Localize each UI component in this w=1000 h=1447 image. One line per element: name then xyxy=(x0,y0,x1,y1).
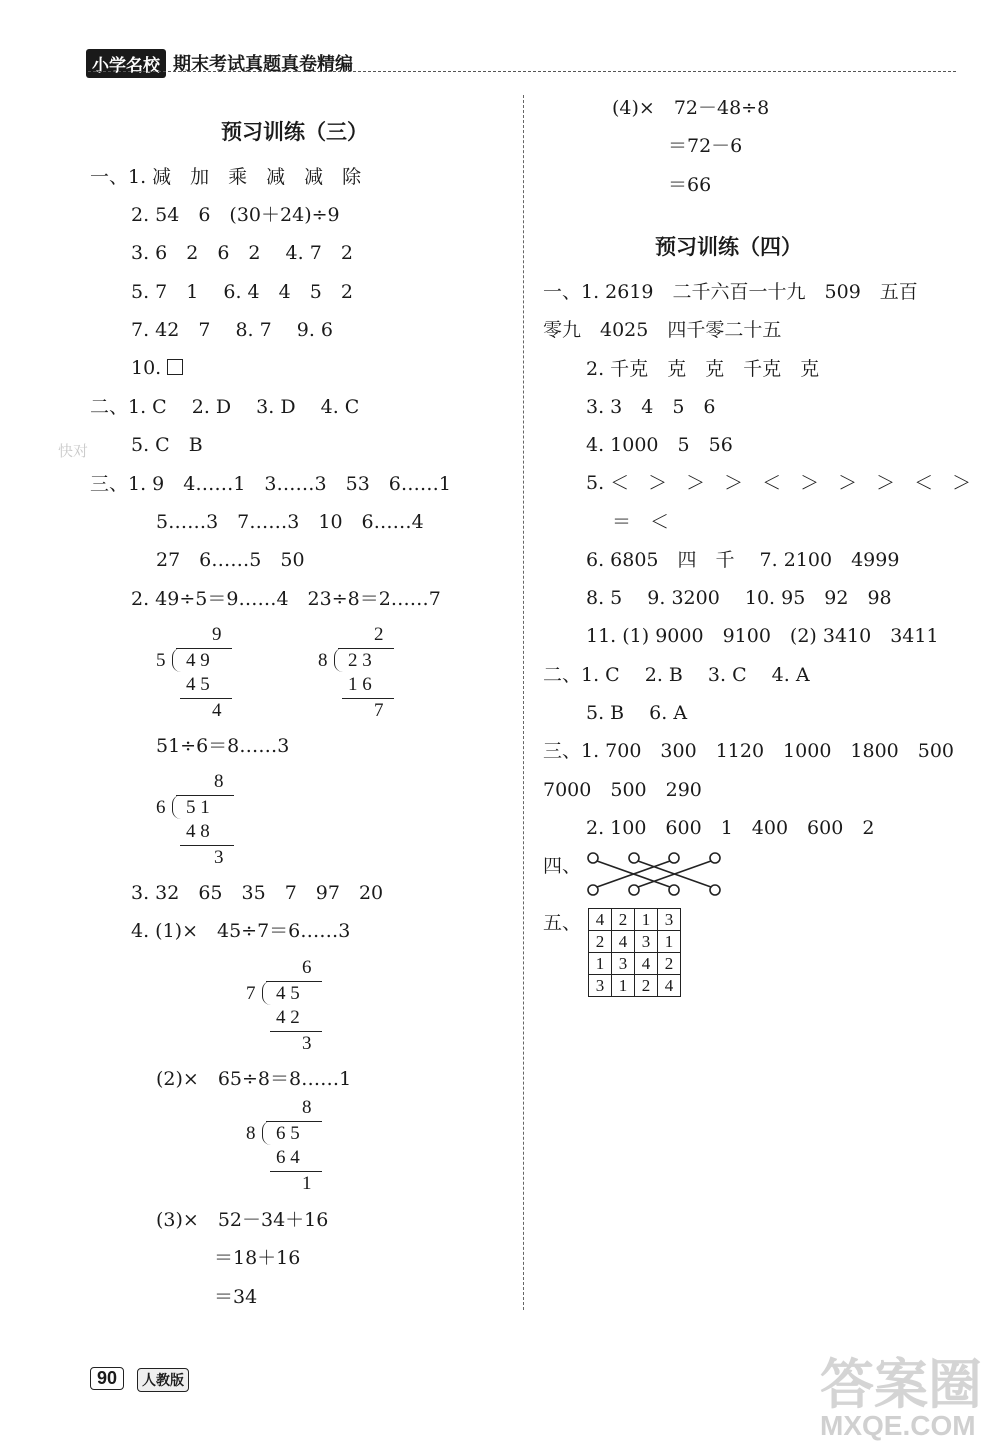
ld-remainder: 3 xyxy=(302,1033,312,1054)
right-line: 5. ＜ ＞ ＞ ＞ ＜ ＞ ＞ ＞ ＜ ＞ xyxy=(586,472,972,494)
left-line: 三、1. 9 4……1 3……3 53 6……1 xyxy=(90,473,451,495)
ld-top-bar xyxy=(176,795,234,796)
grid-cell: 3 xyxy=(635,931,658,953)
left-line: (2)× 65÷8＝8……1 xyxy=(156,1068,352,1090)
grid-cell: 3 xyxy=(612,953,635,975)
grid-cell: 1 xyxy=(612,975,635,997)
ld-divisor: 6 xyxy=(156,797,166,818)
ld-sub-bar xyxy=(342,698,394,699)
left-line: 27 6……5 50 xyxy=(156,549,305,571)
left-line: 4. (1)× 45÷7＝6……3 xyxy=(131,920,351,942)
right-line: 7000 500 290 xyxy=(543,779,702,801)
ld-sub-bar xyxy=(180,698,232,699)
left-line-label: 10. xyxy=(131,357,162,379)
right-line: 五、 xyxy=(543,912,582,934)
ld-product: 4 2 xyxy=(276,1007,300,1028)
grid-cell: 2 xyxy=(612,909,635,931)
right-line: 零九 4025 四千零二十五 xyxy=(543,319,782,341)
ld-remainder: 4 xyxy=(212,700,222,721)
ld-top-bar xyxy=(266,1121,322,1122)
right-line: (4)× 72－48÷8 xyxy=(612,97,770,119)
ld-quotient: 9 xyxy=(212,624,222,645)
left-line: 一、1. 减 加 乘 减 减 除 xyxy=(90,166,362,188)
ld-dividend: 4 9 xyxy=(186,650,210,671)
grid-cell: 4 xyxy=(658,975,681,997)
left-line: 二、1. C 2. D 3. D 4. C xyxy=(90,396,360,418)
ld-divisor: 8 xyxy=(318,650,328,671)
ld-product: 1 6 xyxy=(348,674,372,695)
ld-top-bar xyxy=(338,648,394,649)
grid-row xyxy=(589,953,681,975)
left-line: 2. 49÷5＝9……4 23÷8＝2……7 xyxy=(131,588,441,610)
match-dot-bottom-4 xyxy=(710,885,720,895)
match-dot-top-2 xyxy=(629,853,639,863)
right-line: ＝ ＜ xyxy=(612,511,670,533)
watermark-logo: 答案圈 xyxy=(820,1355,982,1415)
grid-row xyxy=(589,931,681,953)
ld-bracket xyxy=(172,648,181,672)
left-line: 51÷6＝8……3 xyxy=(156,735,290,757)
grid-cell: 2 xyxy=(658,953,681,975)
ld-sub-bar xyxy=(270,1031,322,1032)
match-dot-top-3 xyxy=(669,853,679,863)
ld-top-bar xyxy=(266,981,322,982)
ld-product: 4 8 xyxy=(186,821,210,842)
ld-remainder: 3 xyxy=(214,847,224,868)
match-dot-bottom-2 xyxy=(629,885,639,895)
ld-sub-bar xyxy=(180,845,234,846)
left-line: 2. 54 6 (30＋24)÷9 xyxy=(131,204,340,226)
ld-dividend: 2 3 xyxy=(348,650,372,671)
right-line: 11. (1) 9000 9100 (2) 3410 3411 xyxy=(586,625,939,647)
left-line: (3)× 52－34＋16 xyxy=(156,1209,329,1231)
header-rule xyxy=(88,71,956,72)
ld-remainder: 7 xyxy=(374,700,384,721)
ld-quotient: 8 xyxy=(302,1097,312,1118)
grid-cell: 3 xyxy=(658,909,681,931)
ld-dividend: 5 1 xyxy=(186,797,210,818)
right-line: ＝72－6 xyxy=(668,135,743,157)
left-line: 5. C B xyxy=(131,434,203,456)
left-section-title: 预习训练（三） xyxy=(221,120,368,144)
right-line: ＝66 xyxy=(668,174,712,196)
right-line: 二、1. C 2. B 3. C 4. A xyxy=(543,664,810,686)
matching-diagram xyxy=(585,848,725,898)
right-line: 一、1. 2619 二千六百一十九 509 五百 xyxy=(543,281,918,303)
left-line: 7. 42 7 8. 7 9. 6 xyxy=(131,319,334,341)
grid-cell: 2 xyxy=(635,975,658,997)
right-line: 2. 100 600 1 400 600 2 xyxy=(586,817,875,839)
right-line: 四、 xyxy=(543,855,582,877)
right-line: 2. 千克 克 克 千克 克 xyxy=(586,358,820,380)
ld-divisor: 7 xyxy=(246,983,256,1004)
left-line: 5……3 7……3 10 6……4 xyxy=(156,511,424,533)
left-line: 3. 32 65 35 7 97 20 xyxy=(131,882,384,904)
checkbox-square-icon xyxy=(167,359,183,375)
ld-bracket xyxy=(262,981,271,1005)
right-line: 3. 3 4 5 6 xyxy=(586,396,716,418)
ld-bracket xyxy=(334,648,343,672)
ld-quotient: 2 xyxy=(374,624,384,645)
grid-cell: 4 xyxy=(589,909,612,931)
grid-cell: 1 xyxy=(658,931,681,953)
ld-product: 6 4 xyxy=(276,1147,300,1168)
grid-row xyxy=(589,975,681,997)
watermark-url: MXQE.COM xyxy=(820,1410,976,1441)
grid-cell: 2 xyxy=(589,931,612,953)
ld-product: 4 5 xyxy=(186,674,210,695)
sudoku-grid xyxy=(588,908,681,997)
match-dot-bottom-3 xyxy=(669,885,679,895)
header-title: 期末考试真题真卷精编 xyxy=(173,54,353,75)
grid-cell: 4 xyxy=(635,953,658,975)
grid-row xyxy=(589,909,681,931)
ld-bracket xyxy=(172,795,181,819)
grid-cell: 1 xyxy=(589,953,612,975)
left-line: ＝18＋16 xyxy=(214,1247,301,1269)
right-line: 5. B 6. A xyxy=(586,702,688,724)
right-line: 8. 5 9. 3200 10. 95 92 98 xyxy=(586,587,892,609)
right-section-title: 预习训练（四） xyxy=(655,235,802,259)
ld-divisor: 5 xyxy=(156,650,166,671)
ld-quotient: 8 xyxy=(214,771,224,792)
left-line: 5. 7 1 6. 4 4 5 2 xyxy=(131,281,353,303)
grid-cell: 1 xyxy=(635,909,658,931)
left-line: 3. 6 2 6 2 4. 7 2 xyxy=(131,242,353,264)
match-dot-bottom-1 xyxy=(588,885,598,895)
right-line: 三、1. 700 300 1120 1000 1800 500 xyxy=(543,740,955,762)
ld-bracket xyxy=(262,1121,271,1145)
watermark-side: 快对 xyxy=(58,443,89,460)
right-line: 4. 1000 5 56 xyxy=(586,434,733,456)
grid-cell: 3 xyxy=(589,975,612,997)
column-divider xyxy=(523,95,524,1310)
match-dot-top-1 xyxy=(588,853,598,863)
right-line: 6. 6805 四 千 7. 2100 4999 xyxy=(586,549,900,571)
match-dot-top-4 xyxy=(710,853,720,863)
brand-badge: 小学名校 xyxy=(86,49,166,78)
ld-remainder: 1 xyxy=(302,1173,312,1194)
page-number: 90 xyxy=(90,1367,124,1390)
ld-sub-bar xyxy=(270,1171,322,1172)
ld-quotient: 6 xyxy=(302,957,312,978)
left-line: ＝34 xyxy=(214,1286,258,1308)
ld-top-bar xyxy=(176,648,232,649)
left-line-10 xyxy=(131,356,183,380)
ld-dividend: 6 5 xyxy=(276,1123,300,1144)
edition-badge: 人教版 xyxy=(137,1368,189,1392)
ld-divisor: 8 xyxy=(246,1123,256,1144)
ld-dividend: 4 5 xyxy=(276,983,300,1004)
grid-cell: 4 xyxy=(612,931,635,953)
